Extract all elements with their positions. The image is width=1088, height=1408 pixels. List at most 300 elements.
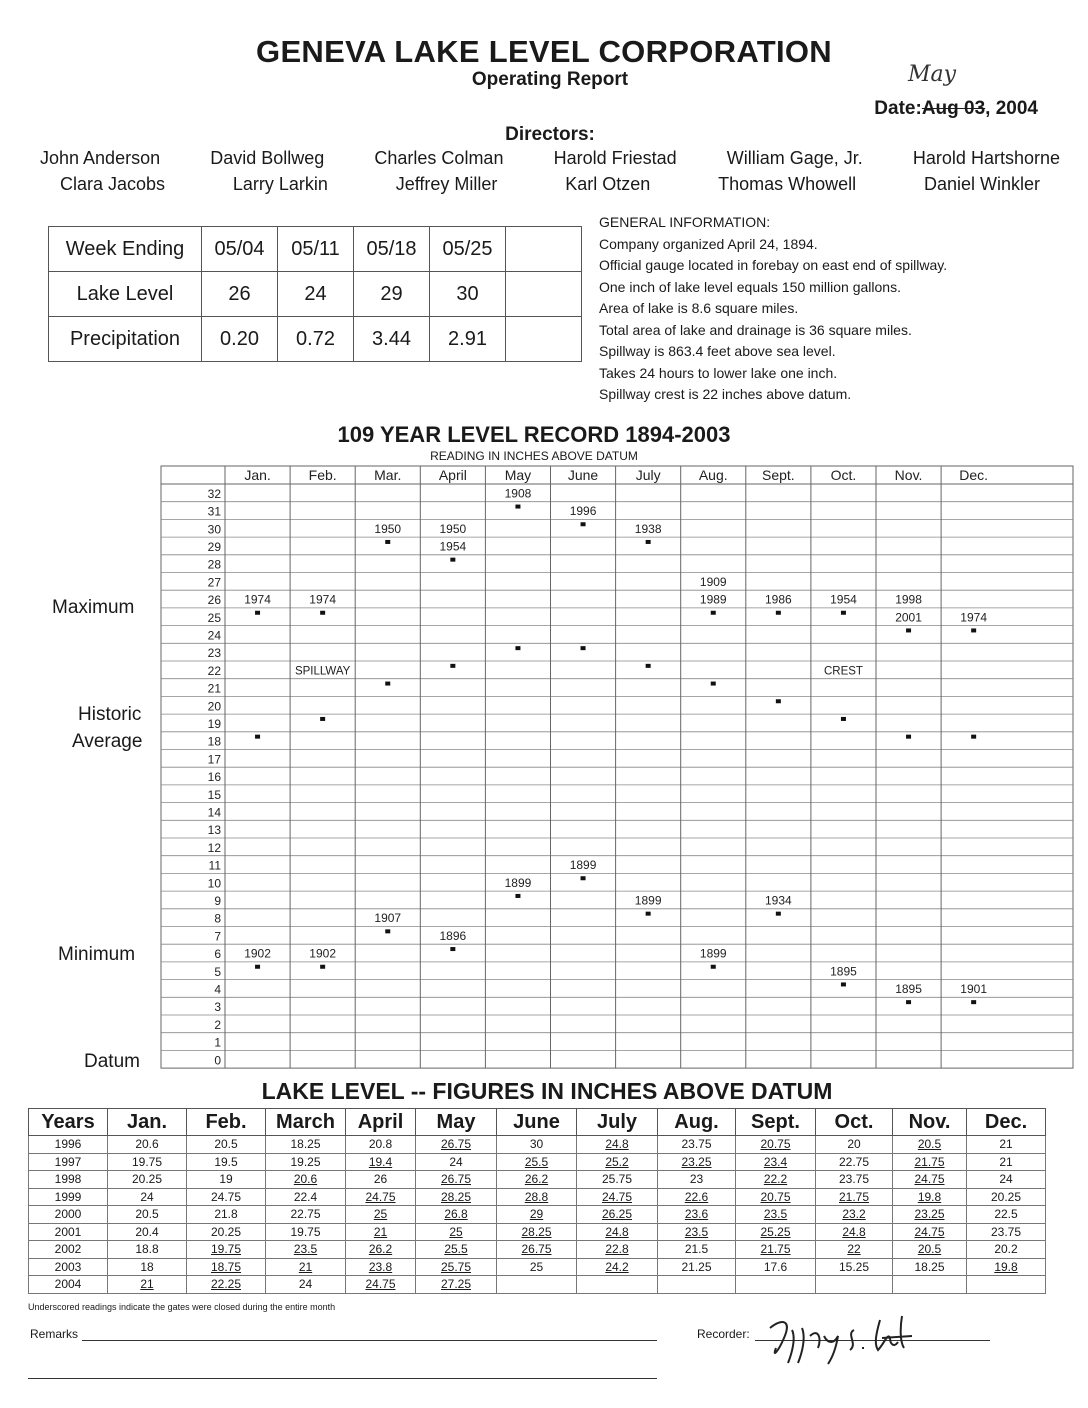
minimum-point bbox=[515, 894, 520, 898]
level-value-cell bbox=[577, 1276, 658, 1294]
precip-cell: 0.20 bbox=[202, 317, 278, 362]
month-header: Dec. bbox=[959, 467, 989, 483]
year-cell: 2004 bbox=[29, 1276, 108, 1294]
minimum-point bbox=[581, 876, 586, 880]
minimum-year-label: 1934 bbox=[764, 893, 792, 908]
average-point bbox=[711, 682, 716, 686]
column-header: Feb. bbox=[187, 1109, 266, 1136]
level-value-cell: 20.5 bbox=[893, 1136, 967, 1154]
level-value-cell: 24.75 bbox=[577, 1188, 658, 1206]
level-value-cell: 18.75 bbox=[187, 1258, 266, 1276]
director-name: Larry Larkin bbox=[232, 174, 328, 194]
level-value-cell: 23 bbox=[658, 1171, 736, 1189]
year-cell: 1997 bbox=[29, 1153, 108, 1171]
info-heading: GENERAL INFORMATION: bbox=[599, 214, 771, 230]
minimum-point bbox=[971, 1000, 976, 1004]
directors-heading: Directors: bbox=[505, 124, 595, 145]
level-value-cell: 21.5 bbox=[658, 1241, 736, 1259]
level-value-cell: 21.25 bbox=[658, 1258, 736, 1276]
level-value-cell: 21.8 bbox=[187, 1206, 266, 1224]
table-row bbox=[29, 1153, 1046, 1171]
level-value-cell: 24.75 bbox=[346, 1276, 416, 1294]
level-value-cell: 23.75 bbox=[967, 1223, 1046, 1241]
lake-level-table bbox=[28, 1108, 1046, 1294]
level-tick-label: 17 bbox=[207, 752, 221, 767]
average-point bbox=[450, 664, 455, 668]
level-value-cell: 20.2 bbox=[967, 1241, 1046, 1259]
level-value-cell: 24 bbox=[108, 1188, 187, 1206]
level-value-cell: 24.75 bbox=[893, 1223, 967, 1241]
level-value-cell: 23.75 bbox=[816, 1171, 893, 1189]
level-value-cell: 22.6 bbox=[658, 1188, 736, 1206]
level-value-cell: 23.75 bbox=[658, 1136, 736, 1154]
level-value-cell: 22.8 bbox=[577, 1241, 658, 1259]
level-cell: 26 bbox=[202, 272, 278, 317]
level-tick-label: 12 bbox=[207, 840, 221, 855]
maximum-point bbox=[450, 558, 455, 562]
column-header: March bbox=[266, 1109, 346, 1136]
level-value-cell: 19.4 bbox=[346, 1153, 416, 1171]
level-value-cell: 20.5 bbox=[108, 1206, 187, 1224]
level-value-cell: 22.4 bbox=[266, 1188, 346, 1206]
table-row bbox=[29, 1136, 1046, 1154]
level-tick-label: 27 bbox=[207, 575, 221, 590]
level-tick-label: 19 bbox=[207, 716, 221, 731]
column-header: June bbox=[497, 1109, 577, 1136]
table-row bbox=[29, 1276, 1046, 1294]
month-header: April bbox=[438, 467, 467, 483]
average-point bbox=[971, 735, 976, 739]
report-subtitle: Operating Report bbox=[471, 69, 629, 90]
level-tick-label: 11 bbox=[208, 858, 221, 873]
table-row bbox=[29, 1241, 1046, 1259]
maximum-year-label: 1998 bbox=[895, 592, 922, 607]
level-tick-label: 26 bbox=[207, 593, 221, 608]
maximum-label: Maximum bbox=[52, 597, 135, 618]
maximum-year-label: 1938 bbox=[634, 521, 662, 536]
column-header: April bbox=[346, 1109, 416, 1136]
level-cell: 24 bbox=[278, 272, 354, 317]
minimum-year-label: 1899 bbox=[634, 893, 662, 908]
maximum-year-label: 1950 bbox=[439, 521, 467, 536]
average-point bbox=[255, 735, 260, 739]
average-point bbox=[581, 646, 586, 650]
column-header: Aug. bbox=[658, 1109, 736, 1136]
average-point bbox=[320, 717, 325, 721]
remarks-line-2 bbox=[28, 1378, 657, 1379]
month-header: Jan. bbox=[244, 467, 271, 483]
level-tick-label: 29 bbox=[207, 539, 221, 554]
level-value-cell: 23.25 bbox=[893, 1206, 967, 1224]
minimum-point bbox=[320, 965, 325, 969]
minimum-point bbox=[906, 1000, 911, 1004]
minimum-year-label: 1902 bbox=[244, 946, 271, 961]
level-value-cell: 19.75 bbox=[266, 1223, 346, 1241]
minimum-point bbox=[711, 965, 716, 969]
level-value-cell: 21 bbox=[346, 1223, 416, 1241]
info-line: Spillway crest is 22 inches above datum. bbox=[599, 386, 852, 402]
info-line: One inch of lake level equals 150 million gallons. bbox=[599, 278, 901, 295]
level-tick-label: 13 bbox=[207, 823, 221, 838]
column-header: Oct. bbox=[816, 1109, 893, 1136]
level-value-cell: 22 bbox=[816, 1241, 893, 1259]
month-header: Nov. bbox=[894, 467, 923, 483]
average-point bbox=[906, 735, 911, 739]
level-tick-label: 18 bbox=[207, 734, 221, 749]
row-label: Precipitation bbox=[49, 317, 202, 362]
year-cell: 2002 bbox=[29, 1241, 108, 1259]
level-value-cell: 21.75 bbox=[816, 1188, 893, 1206]
minimum-point bbox=[255, 965, 260, 969]
level-value-cell: 19 bbox=[187, 1171, 266, 1189]
month-header: June bbox=[567, 467, 599, 483]
director-name: David Bollweg bbox=[210, 148, 325, 168]
level-tick-label: 24 bbox=[207, 628, 221, 643]
level-value-cell: 23.4 bbox=[736, 1153, 816, 1171]
minimum-point bbox=[841, 982, 846, 986]
level-value-cell: 23.5 bbox=[658, 1223, 736, 1241]
director-name: Harold Hartshorne bbox=[912, 148, 1060, 168]
director-name: Jeffrey Miller bbox=[395, 174, 498, 194]
level-value-cell: 24.75 bbox=[346, 1188, 416, 1206]
level-value-cell: 26.75 bbox=[416, 1136, 497, 1154]
average-point bbox=[646, 664, 651, 668]
level-cell: 29 bbox=[354, 272, 430, 317]
level-tick-label: 20 bbox=[207, 699, 221, 714]
month-header: Sept. bbox=[761, 467, 795, 483]
underscore-footnote: Underscored readings indicate the gates were closed during the entire month bbox=[28, 1302, 336, 1312]
month-header: May bbox=[504, 467, 532, 483]
maximum-year-label: 1989 bbox=[699, 592, 727, 607]
level-value-cell: 19.8 bbox=[967, 1258, 1046, 1276]
level-value-cell: 20.25 bbox=[187, 1223, 266, 1241]
level-tick-label: 1 bbox=[214, 1035, 221, 1050]
maximum-year-label: 2001 bbox=[895, 610, 922, 625]
info-line: Area of lake is 8.6 square miles. bbox=[599, 300, 799, 316]
report-title: GENEVA LAKE LEVEL CORPORATION bbox=[256, 34, 832, 69]
date-label: Date: bbox=[874, 98, 922, 119]
director-name: Daniel Winkler bbox=[923, 174, 1040, 194]
row-label: Week Ending bbox=[49, 227, 202, 272]
month-header: Oct. bbox=[830, 467, 857, 483]
week-cell: 05/18 bbox=[354, 227, 430, 272]
month-header: July bbox=[635, 467, 661, 483]
column-header: Years bbox=[29, 1109, 108, 1136]
year-cell: 1998 bbox=[29, 1171, 108, 1189]
level-value-cell: 24 bbox=[967, 1171, 1046, 1189]
level-value-cell: 24 bbox=[266, 1276, 346, 1294]
level-tick-label: 3 bbox=[214, 1000, 221, 1015]
recorder-signature bbox=[762, 1308, 922, 1368]
level-value-cell: 20.6 bbox=[108, 1136, 187, 1154]
minimum-point bbox=[450, 947, 455, 951]
level-value-cell: 19.75 bbox=[187, 1241, 266, 1259]
minimum-year-label: 1899 bbox=[569, 858, 597, 873]
level-value-cell: 18.25 bbox=[266, 1136, 346, 1154]
level-cell: 30 bbox=[430, 272, 506, 317]
info-line: Spillway is 863.4 feet above sea level. bbox=[599, 343, 836, 359]
level-value-cell: 20.25 bbox=[108, 1171, 187, 1189]
level-value-cell: 20.5 bbox=[187, 1136, 266, 1154]
minimum-year-label: 1895 bbox=[895, 981, 922, 996]
level-value-cell: 26.25 bbox=[577, 1206, 658, 1224]
maximum-year-label: 1974 bbox=[309, 592, 337, 607]
level-value-cell: 23.8 bbox=[346, 1258, 416, 1276]
level-value-cell: 25.5 bbox=[416, 1241, 497, 1259]
level-value-cell: 29 bbox=[497, 1206, 577, 1224]
column-header: Nov. bbox=[893, 1109, 967, 1136]
remarks-label: Remarks bbox=[30, 1327, 79, 1341]
level-value-cell: 22.75 bbox=[816, 1153, 893, 1171]
table-row bbox=[29, 1206, 1046, 1224]
level-tick-label: 5 bbox=[214, 964, 221, 979]
level-value-cell: 28.25 bbox=[416, 1188, 497, 1206]
week-cell: 05/25 bbox=[430, 227, 506, 272]
level-value-cell: 23.5 bbox=[266, 1241, 346, 1259]
level-tick-label: 7 bbox=[214, 929, 221, 944]
level-tick-label: 23 bbox=[207, 646, 221, 661]
info-line: Company organized April 24, 1894. bbox=[599, 235, 818, 252]
level-value-cell: 24.8 bbox=[816, 1223, 893, 1241]
level-tick-label: 0 bbox=[214, 1053, 221, 1068]
level-value-cell: 19.5 bbox=[187, 1153, 266, 1171]
level-value-cell: 21 bbox=[967, 1153, 1046, 1171]
level-value-cell: 24 bbox=[416, 1153, 497, 1171]
level-value-cell: 26.75 bbox=[416, 1171, 497, 1189]
level-value-cell: 23.25 bbox=[658, 1153, 736, 1171]
minimum-year-label: 1895 bbox=[830, 964, 857, 979]
level-value-cell: 20.8 bbox=[346, 1136, 416, 1154]
maximum-year-label: 1986 bbox=[764, 592, 792, 607]
week-cell: 05/04 bbox=[202, 227, 278, 272]
level-value-cell bbox=[658, 1276, 736, 1294]
level-value-cell: 21.75 bbox=[893, 1153, 967, 1171]
level-value-cell: 27.25 bbox=[416, 1276, 497, 1294]
week-cell: 05/11 bbox=[278, 227, 354, 272]
level-value-cell: 21 bbox=[266, 1258, 346, 1276]
maximum-point bbox=[385, 540, 390, 544]
level-tick-label: 9 bbox=[214, 893, 221, 908]
average-point bbox=[776, 699, 781, 703]
maximum-year-label: 1909 bbox=[699, 574, 727, 589]
director-name: Harold Friestad bbox=[553, 148, 677, 168]
level-value-cell: 18.25 bbox=[893, 1258, 967, 1276]
minimum-year-label: 1907 bbox=[374, 911, 402, 926]
lake-level-title: LAKE LEVEL -- FIGURES IN INCHES ABOVE DATUM bbox=[261, 1078, 833, 1104]
average-label: Average bbox=[72, 731, 143, 752]
table-row bbox=[29, 1223, 1046, 1241]
maximum-point bbox=[646, 540, 651, 544]
year-cell: 2001 bbox=[29, 1223, 108, 1241]
record-subtitle: READING IN INCHES ABOVE DATUM bbox=[430, 449, 638, 463]
info-line: Total area of lake and drainage is 36 square miles. bbox=[599, 321, 912, 338]
level-value-cell: 30 bbox=[497, 1136, 577, 1154]
level-value-cell: 26.2 bbox=[497, 1171, 577, 1189]
level-value-cell: 28.25 bbox=[497, 1223, 577, 1241]
maximum-year-label: 1974 bbox=[960, 610, 988, 625]
precip-cell: 2.91 bbox=[430, 317, 506, 362]
record-title: 109 YEAR LEVEL RECORD 1894-2003 bbox=[337, 422, 731, 447]
level-value-cell bbox=[893, 1276, 967, 1294]
maximum-point bbox=[515, 505, 520, 509]
director-name: William Gage, Jr. bbox=[726, 148, 863, 168]
level-tick-label: 30 bbox=[207, 522, 221, 537]
level-value-cell: 25 bbox=[346, 1206, 416, 1224]
level-value-cell: 19.8 bbox=[893, 1188, 967, 1206]
level-value-cell: 25 bbox=[416, 1223, 497, 1241]
table-row bbox=[29, 1258, 1046, 1276]
level-value-cell: 22.75 bbox=[266, 1206, 346, 1224]
maximum-point bbox=[841, 611, 846, 615]
average-point bbox=[841, 717, 846, 721]
info-line: Takes 24 hours to lower lake one inch. bbox=[599, 364, 838, 381]
level-value-cell: 23.2 bbox=[816, 1206, 893, 1224]
level-value-cell: 15.25 bbox=[816, 1258, 893, 1276]
level-tick-label: 31 bbox=[207, 504, 221, 519]
director-name: Charles Colman bbox=[374, 148, 504, 168]
table-row bbox=[29, 1171, 1046, 1189]
year-cell: 2003 bbox=[29, 1258, 108, 1276]
year-cell: 1999 bbox=[29, 1188, 108, 1206]
level-value-cell: 23.5 bbox=[736, 1206, 816, 1224]
level-value-cell: 26.8 bbox=[416, 1206, 497, 1224]
month-header: Mar. bbox=[374, 467, 402, 483]
level-tick-label: 28 bbox=[207, 557, 221, 572]
datum-label: Datum bbox=[84, 1051, 140, 1072]
level-value-cell: 20 bbox=[816, 1136, 893, 1154]
level-value-cell bbox=[497, 1276, 577, 1294]
level-value-cell: 21 bbox=[108, 1276, 187, 1294]
minimum-year-label: 1901 bbox=[960, 981, 988, 996]
level-value-cell: 22.25 bbox=[187, 1276, 266, 1294]
level-value-cell: 26.2 bbox=[346, 1241, 416, 1259]
level-value-cell: 19.75 bbox=[108, 1153, 187, 1171]
level-tick-label: 14 bbox=[207, 805, 221, 820]
level-value-cell: 22.2 bbox=[736, 1171, 816, 1189]
level-value-cell: 17.6 bbox=[736, 1258, 816, 1276]
precip-cell: 0.72 bbox=[278, 317, 354, 362]
table-header-row bbox=[29, 1109, 1046, 1136]
level-value-cell: 25.5 bbox=[497, 1153, 577, 1171]
level-value-cell: 20.75 bbox=[736, 1136, 816, 1154]
level-value-cell: 25.25 bbox=[736, 1223, 816, 1241]
level-value-cell: 20.4 bbox=[108, 1223, 187, 1241]
maximum-point bbox=[255, 611, 260, 615]
minimum-point bbox=[646, 912, 651, 916]
level-tick-label: 6 bbox=[214, 947, 221, 962]
maximum-point bbox=[906, 628, 911, 632]
month-header: Aug. bbox=[698, 467, 728, 483]
level-value-cell: 18.8 bbox=[108, 1241, 187, 1259]
table-row bbox=[29, 1188, 1046, 1206]
level-tick-label: 25 bbox=[207, 610, 221, 625]
level-value-cell bbox=[967, 1276, 1046, 1294]
average-point bbox=[385, 682, 390, 686]
column-header: Jan. bbox=[108, 1109, 187, 1136]
level-tick-label: 4 bbox=[214, 982, 221, 997]
level-tick-label: 10 bbox=[207, 876, 221, 891]
level-tick-label: 16 bbox=[207, 770, 221, 785]
maximum-year-label: 1950 bbox=[374, 521, 402, 536]
maximum-year-label: 1996 bbox=[569, 504, 597, 519]
level-value-cell: 24.75 bbox=[187, 1188, 266, 1206]
minimum-year-label: 1902 bbox=[309, 946, 337, 961]
spillway-label: SPILLWAY bbox=[294, 665, 351, 678]
level-value-cell: 20.5 bbox=[893, 1241, 967, 1259]
level-value-cell bbox=[816, 1276, 893, 1294]
level-value-cell: 24.2 bbox=[577, 1258, 658, 1276]
level-tick-label: 2 bbox=[214, 1017, 221, 1032]
column-header: Dec. bbox=[967, 1109, 1046, 1136]
level-value-cell: 24.8 bbox=[577, 1136, 658, 1154]
minimum-point bbox=[385, 929, 390, 933]
level-value-cell: 22.5 bbox=[967, 1206, 1046, 1224]
row-label: Lake Level bbox=[49, 272, 202, 317]
remarks-line bbox=[82, 1340, 657, 1341]
recorder-label: Recorder: bbox=[697, 1327, 750, 1341]
maximum-year-label: 1954 bbox=[439, 539, 467, 554]
column-header: July bbox=[577, 1109, 658, 1136]
level-value-cell: 25.75 bbox=[577, 1171, 658, 1189]
handwritten-month: May bbox=[908, 62, 957, 87]
level-value-cell: 24.75 bbox=[893, 1171, 967, 1189]
level-value-cell: 21 bbox=[967, 1136, 1046, 1154]
maximum-year-label: 1908 bbox=[504, 486, 532, 501]
level-value-cell: 25 bbox=[497, 1258, 577, 1276]
level-tick-label: 15 bbox=[207, 787, 221, 802]
minimum-year-label: 1899 bbox=[699, 946, 727, 961]
info-line: Official gauge located in forebay on east end of spillway. bbox=[599, 257, 948, 273]
historic-label: Historic bbox=[78, 704, 142, 725]
level-tick-label: 21 bbox=[207, 681, 221, 696]
maximum-point bbox=[971, 628, 976, 632]
level-value-cell bbox=[736, 1276, 816, 1294]
level-value-cell: 25.75 bbox=[416, 1258, 497, 1276]
precip-cell: 3.44 bbox=[354, 317, 430, 362]
maximum-point bbox=[776, 611, 781, 615]
level-tick-label: 8 bbox=[214, 911, 221, 926]
level-value-cell: 18 bbox=[108, 1258, 187, 1276]
maximum-year-label: 1954 bbox=[830, 592, 857, 607]
director-name: John Anderson bbox=[40, 148, 161, 168]
date-struck-out: Aug 03 bbox=[921, 98, 986, 119]
minimum-year-label: 1896 bbox=[439, 928, 467, 943]
level-value-cell: 25.2 bbox=[577, 1153, 658, 1171]
level-value-cell: 26.75 bbox=[497, 1241, 577, 1259]
level-value-cell: 26 bbox=[346, 1171, 416, 1189]
month-header: Feb. bbox=[308, 467, 337, 483]
director-name: Karl Otzen bbox=[565, 174, 651, 194]
level-value-cell: 23.6 bbox=[658, 1206, 736, 1224]
level-value-cell: 21.75 bbox=[736, 1241, 816, 1259]
column-header: May bbox=[416, 1109, 497, 1136]
level-value-cell: 24.8 bbox=[577, 1223, 658, 1241]
date-year: , 2004 bbox=[985, 98, 1038, 119]
level-value-cell: 20.6 bbox=[266, 1171, 346, 1189]
director-name: Thomas Whowell bbox=[718, 174, 857, 194]
director-name: Clara Jacobs bbox=[60, 174, 166, 194]
level-tick-label: 22 bbox=[207, 663, 221, 678]
maximum-point bbox=[320, 611, 325, 615]
minimum-point bbox=[776, 912, 781, 916]
level-value-cell: 28.8 bbox=[497, 1188, 577, 1206]
maximum-point bbox=[581, 522, 586, 526]
column-header: Sept. bbox=[736, 1109, 816, 1136]
maximum-year-label: 1974 bbox=[244, 592, 271, 607]
crest-label: CREST bbox=[823, 665, 863, 678]
year-cell: 1996 bbox=[29, 1136, 108, 1154]
year-cell: 2000 bbox=[29, 1206, 108, 1224]
